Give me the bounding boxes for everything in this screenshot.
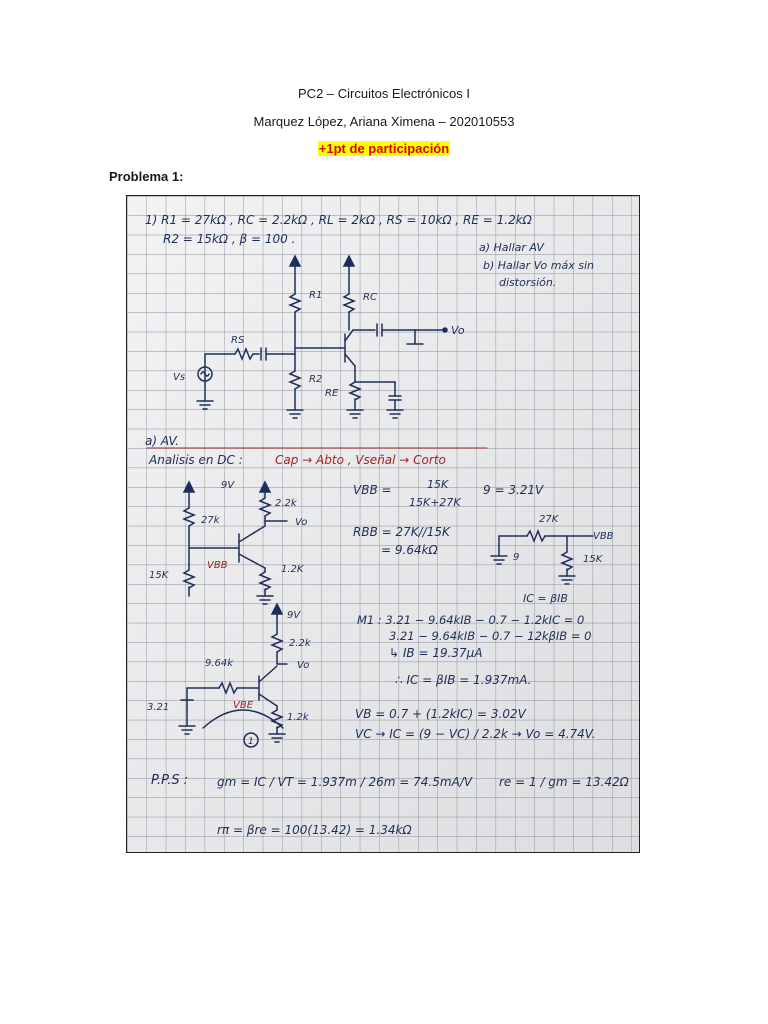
label-r1: R1	[309, 290, 323, 301]
c2-321-label: 3.21	[147, 702, 170, 713]
participation-note	[0, 141, 768, 156]
gm-equation: gm = IC / VT = 1.937m / 26m = 74.5mA/V	[217, 775, 473, 789]
given-line-2: R2 = 15kΩ , β = 100 .	[163, 232, 296, 246]
c2-12k-label: 1.2k	[287, 712, 309, 723]
thevenin-vbb: VBB	[593, 531, 614, 542]
thevenin-15k: 15K	[583, 554, 603, 565]
label-vs: Vs	[173, 372, 186, 383]
task-b-line1: b) Hallar Vo máx sin	[483, 259, 594, 272]
c1-15k-label: 15K	[149, 570, 169, 581]
handwritten-notes-svg	[127, 196, 639, 852]
vbb-numerator: 15K	[427, 478, 449, 491]
vbb-lhs: VBB =	[353, 483, 392, 497]
c2-9v-label: 9V	[287, 610, 301, 621]
author-line: Marquez López, Ariana Ximena – 202010553	[253, 114, 515, 129]
c1-vo-label: Vo	[295, 517, 308, 528]
c1-22k-label: 2.2k	[275, 498, 297, 509]
vc-equation: VC → IC = (9 − VC) / 2.2k → Vo = 4.74V.	[355, 727, 596, 741]
thevenin-9: 9	[513, 552, 520, 563]
label-rs: RS	[231, 335, 245, 346]
ic-result: ∴ IC = βIB = 1.937mA.	[395, 673, 532, 687]
c2-vbe-label: VBE	[233, 700, 254, 711]
section-a-heading: a) AV.	[145, 434, 180, 448]
document-title: PC2 – Circuitos Electrónicos I	[298, 86, 470, 101]
notebook-photo	[126, 195, 640, 853]
mesh-eq-1: M1 : 3.21 − 9.64kIB − 0.7 − 1.2kIC = 0	[357, 613, 585, 627]
ic-relation: IC = βIB	[523, 592, 568, 605]
thevenin-27k: 27K	[539, 514, 559, 525]
given-line-1: 1) R1 = 27kΩ , RC = 2.2kΩ , RL = 2kΩ , RS = 10kΩ , RE = 1.2kΩ	[145, 213, 532, 227]
label-r2: R2	[309, 374, 323, 385]
rbb-line-1: RBB = 27K//15K	[353, 525, 450, 539]
participation-highlight: +1pt de participación	[318, 141, 450, 156]
c1-27k-label: 27k	[201, 515, 220, 526]
mesh-eq-2: 3.21 − 9.64kIB − 0.7 − 12kβIB = 0	[389, 629, 592, 643]
ib-result: ↳ IB = 19.37μA	[389, 646, 483, 660]
problem-label: Problema 1:	[109, 169, 184, 184]
c2-loop-label: 1	[248, 737, 254, 747]
vb-equation: VB = 0.7 + (1.2kIC) = 3.02V	[355, 707, 526, 721]
label-re: RE	[325, 388, 339, 399]
label-vo: Vo	[451, 324, 465, 337]
c1-9v-label: 9V	[221, 480, 235, 491]
task-a: a) Hallar AV	[479, 241, 544, 254]
c1-12k-label: 1.2K	[281, 564, 304, 575]
rpi-equation: rπ = βre = 100(13.42) = 1.34kΩ	[217, 823, 412, 837]
task-b-line2: distorsión.	[499, 276, 557, 289]
c1-vbb-label: VBB	[207, 560, 228, 571]
pps-label: P.P.S :	[151, 773, 189, 788]
dc-analysis-title: Analisis en DC :	[149, 453, 243, 467]
c2-964k-label: 9.64k	[205, 658, 234, 669]
c2-22k-label: 2.2k	[289, 638, 311, 649]
label-rc: RC	[363, 292, 377, 303]
vbb-denominator: 15K+27K	[409, 496, 461, 509]
c2-vo-label: Vo	[297, 660, 310, 671]
rbb-line-2: = 9.64kΩ	[381, 543, 438, 557]
vbb-result: 9 = 3.21V	[483, 483, 544, 497]
dc-analysis-rule: Cap → Abto , Vseñal → Corto	[275, 453, 446, 467]
re-equation: re = 1 / gm = 13.42Ω	[499, 775, 629, 789]
